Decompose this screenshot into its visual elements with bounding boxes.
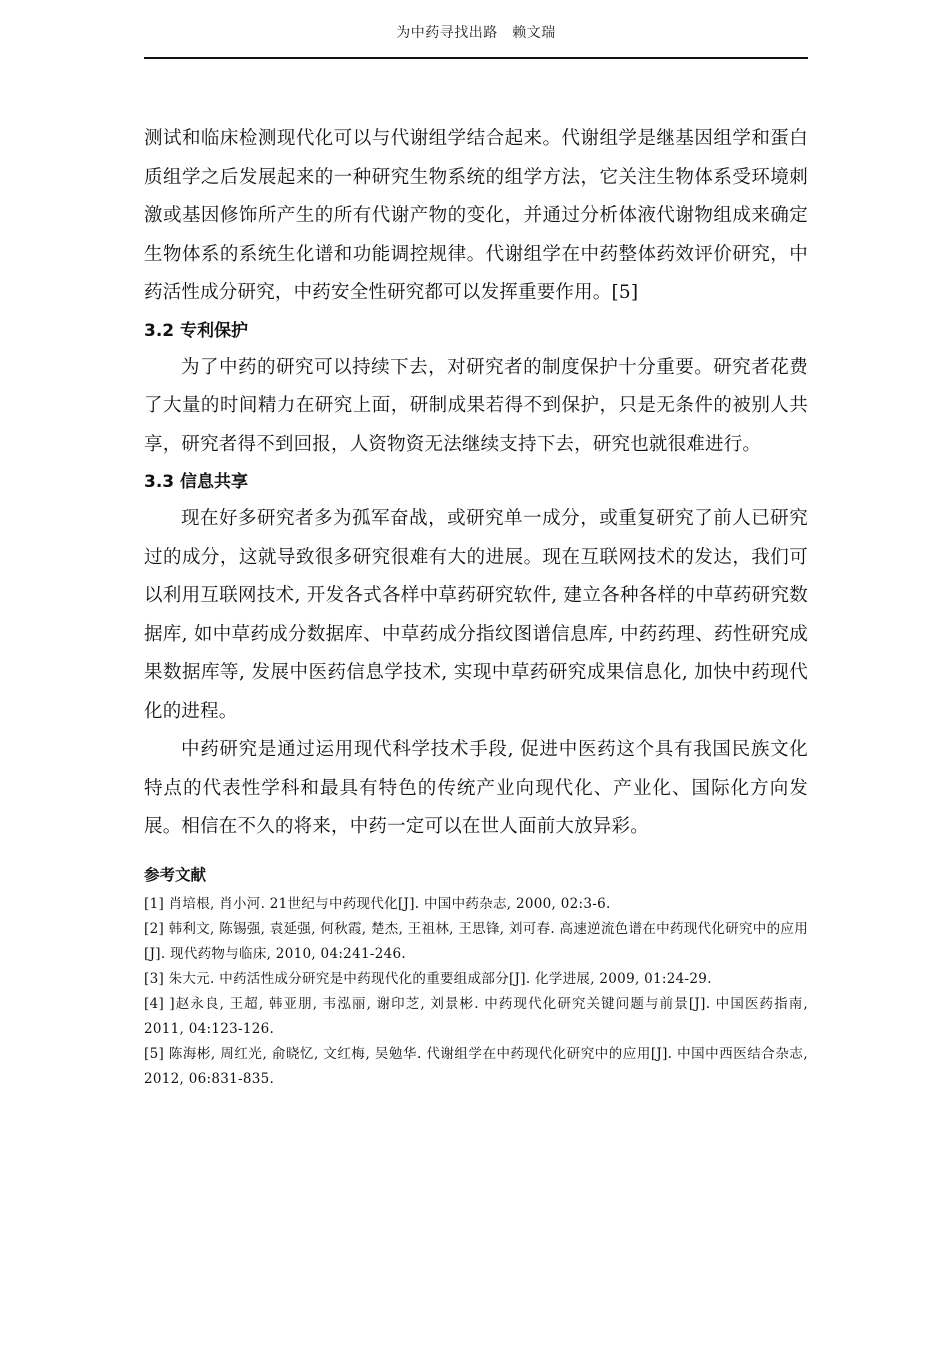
header-rule <box>144 57 808 59</box>
reference-item-2: [2] 韩利文, 陈锡强, 袁延强, 何秋霞, 楚杰, 王祖林, 王思锋, 刘可春. 高速逆流色谱在中药现代化研究中的应用[J]. 现代药物与临床, 2010, 04:241-246. <box>144 921 808 962</box>
reference-item-5: [5] 陈海彬, 周红光, 俞晓忆, 文红梅, 吴勉华. 代谢组学在中药现代化研究中的应用[J]. 中国中西医结合杂志, 2012, 06:831-835. <box>144 1046 808 1087</box>
reference-item-3: [3] 朱大元. 中药活性成分研究是中药现代化的重要组成部分[J]. 化学进展, 2009, 01:24-29. <box>144 971 712 987</box>
paragraph-info-sharing-1: 现在好多研究者多为孤军奋战，或研究单一成分，或重复研究了前人已研究过的成分，这就导致很多研究很难有大的进展。现在互联网技术的发达，我们可以利用互联网技术, 开发各式各样中草药研究软件, 建立各种各样的中草药研究数据库, 如中草药成分数据库、中草药成分指纹图谱信息库, 中药药理、药性研究成果数据库等, 发展中医药信息学技术, 实现中草药研究成果信息化, 加快中药现代化的进程。 <box>144 508 808 722</box>
running-header: 为中药寻找出路 赖文瑞 <box>396 25 556 41</box>
reference-item-1: [1] 肖培根, 肖小河. 21世纪与中药现代化[J]. 中国中药杂志, 2000, 02:3-6. <box>144 896 611 912</box>
references-title: 参考文献 <box>144 866 207 884</box>
section-heading-3-2: 3.2 专利保护 <box>144 320 249 341</box>
section-heading-3-3: 3.3 信息共享 <box>144 472 249 492</box>
references-section <box>144 862 808 1092</box>
paragraph-patent-protection: 为了中药的研究可以持续下去，对研究者的制度保护十分重要。研究者花费了大量的时间精力在研究上面，研制成果若得不到保护，只是无条件的被别人共享，研究者得不到回报，人资物资无法继续支持下去，研究也就很难进行。 <box>144 356 808 455</box>
reference-item-4: [4] ]赵永良, 王超, 韩亚朋, 韦泓丽, 谢印芝, 刘景彬. 中药现代化研究关键问题与前景[J]. 中国医药指南, 2011, 04:123-126. <box>144 996 808 1037</box>
body-text <box>144 120 808 847</box>
paragraph-info-sharing-2: 中药研究是通过运用现代科学技术手段, 促进中医药这个具有我国民族文化特点的代表性学科和最具有特色的传统产业向现代化、产业化、国际化方向发展。相信在不久的将来，中药一定可以在世人面前大放异彩。 <box>144 739 808 837</box>
paragraph-continued: 测试和临床检测现代化可以与代谢组学结合起来。代谢组学是继基因组学和蛋白质组学之后发展起来的一种研究生物系统的组学方法，它关注生物体系受环境刺激或基因修饰所产生的所有代谢产物的变化，并通过分析体液代谢物组成来确定生物体系的系统生化谱和功能调控规律。代谢组学在中药整体药效评价研究，中药活性成分研究，中药安全性研究都可以发挥重要作用。[5] <box>144 128 808 303</box>
